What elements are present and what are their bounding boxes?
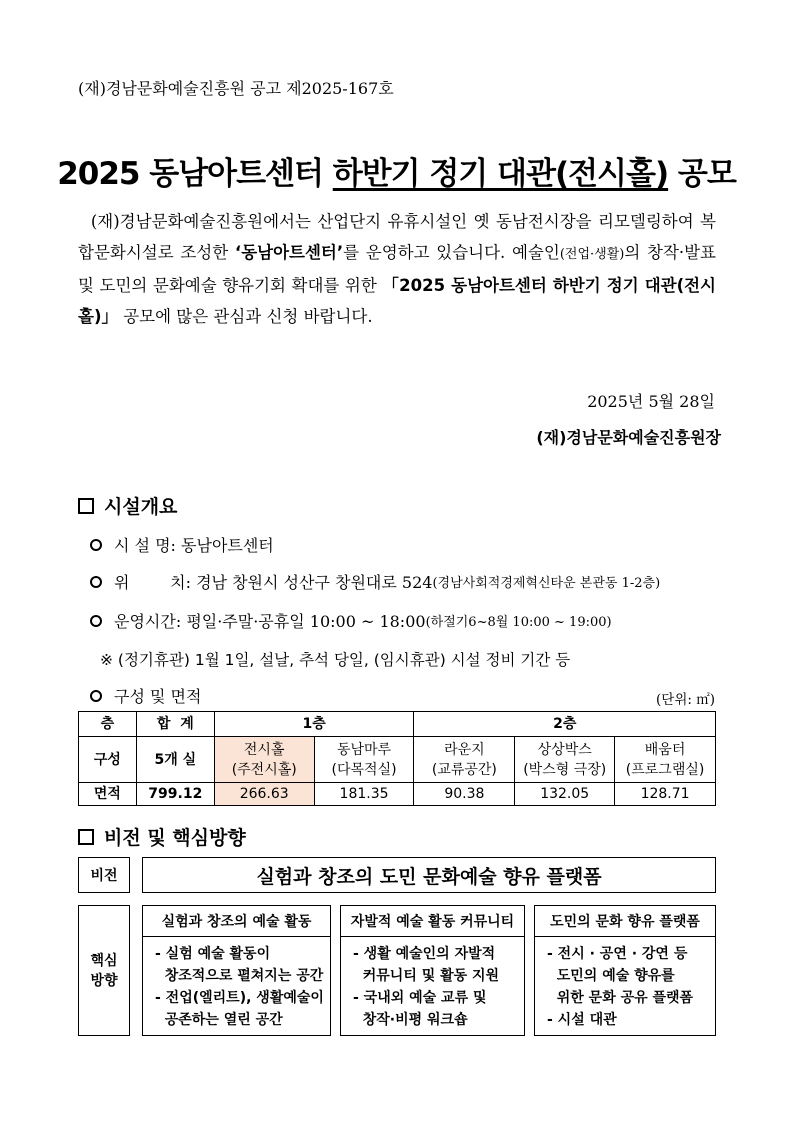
- pillar-line: 창조적으로 펼쳐지는 공간: [155, 968, 324, 984]
- pillar-body: [341, 937, 524, 1031]
- table-row: [79, 712, 716, 737]
- direction-label-line1: 핵심: [90, 952, 118, 969]
- composition-label: 구성 및 면적: [114, 687, 202, 706]
- table-header-1f: 1층: [214, 712, 414, 737]
- intro-p3: 의 창작·발표 및 도민의 문화예술 향유기회 확대를 위한: [78, 243, 716, 295]
- title-prefix: 2025 동남아트센터: [57, 156, 333, 192]
- pillar-line: - 생활 예술인의 자발적: [353, 946, 496, 962]
- notice-number: (재)경남문화예술진흥원 공고 제2025-167호: [78, 79, 394, 98]
- facility-name-item: [90, 533, 274, 556]
- intro-p4: 공모에 많은 관심과 신청 바랍니다.: [117, 307, 373, 326]
- circle-bullet-icon: [90, 539, 102, 551]
- vision-label-box: [78, 857, 130, 893]
- vision-heading-text: 비전 및 핵심방향: [104, 827, 246, 849]
- facility-name-value: 동남아트센터: [181, 536, 274, 555]
- pillar-body: [535, 937, 715, 1031]
- table-total-area: 799.12: [136, 783, 214, 806]
- vision-heading: [78, 823, 246, 850]
- intro-p1: (재)경남문화예술진흥원에서는 산업단지 유휴시설인 옛 동남전시장을 리모델링하여 복합문화시설로 조성한: [78, 212, 716, 262]
- circle-bullet-icon: [90, 615, 102, 627]
- facility-location-note: (경남사회적경제혁신타운 본관동 1-2층): [432, 576, 661, 591]
- title-underlined: 하반기 정기 대관(전시홀): [332, 156, 669, 192]
- table-cell-area: 181.35: [314, 783, 414, 806]
- room-name: 라운지: [444, 741, 485, 758]
- table-cell-room: [414, 737, 515, 783]
- pillar-line: 커뮤니티 및 활동 지원: [353, 968, 500, 984]
- facility-heading-text: 시설개요: [104, 496, 178, 518]
- intro-paragraph: [78, 206, 716, 332]
- pillar-line: - 시설 대관: [547, 1012, 617, 1028]
- table-cell-area: 132.05: [515, 783, 615, 806]
- vision-text: 실험과 창조의 도민 문화예술 향유 플랫폼: [256, 865, 602, 888]
- pillar-line: - 전업(엘리트), 생활예술이: [155, 990, 324, 1006]
- direction-label-box: [78, 905, 130, 1036]
- table-cell-room: [314, 737, 414, 783]
- table-label-composition: 구성: [79, 737, 137, 783]
- table-cell-room: [515, 737, 615, 783]
- pillar-line: 창작·비평 워크숍: [353, 1012, 468, 1028]
- composition-item: [90, 684, 201, 707]
- pillar-card: [340, 905, 525, 1036]
- pillar-line: 도민의 예술 향유를: [547, 968, 675, 984]
- title-suffix: 공모: [668, 156, 736, 192]
- pillar-card: [534, 905, 716, 1036]
- room-sub: (박스형 극장): [523, 761, 607, 778]
- pillar-title: 도민의 문화 향유 플랫폼: [535, 906, 715, 937]
- unit-label: (단위: ㎡): [656, 692, 715, 708]
- pillar-line: 공존하는 열린 공간: [155, 1012, 283, 1028]
- vision-label: 비전: [90, 868, 118, 884]
- square-bullet-icon: [78, 829, 94, 845]
- table-header-2f: 2층: [414, 712, 716, 737]
- room-name: 배움터: [644, 741, 686, 758]
- table-total-rooms: 5개 실: [136, 737, 214, 783]
- pillar-line: - 전시 · 공연 · 강연 등: [547, 946, 688, 962]
- room-name: 상상박스: [537, 741, 592, 758]
- pillar-line: - 국내외 예술 교류 및: [353, 990, 487, 1006]
- table-cell-area: 128.71: [615, 783, 716, 806]
- room-name: 동남마루: [336, 741, 392, 758]
- pillar-card: [142, 905, 331, 1036]
- room-name: 전시홀: [243, 741, 285, 758]
- table-row: [79, 737, 716, 783]
- pillar-title: 실험과 창조의 예술 활동: [143, 906, 330, 937]
- circle-bullet-icon: [90, 576, 102, 588]
- table-label-area: 면적: [79, 783, 137, 806]
- room-sub: (주전시홀): [231, 761, 297, 778]
- facility-hours-note: (하절기6~8월 10:00 ~ 19:00): [425, 615, 612, 630]
- table-header-total: 합 계: [136, 712, 214, 737]
- table-row: [79, 783, 716, 806]
- facility-location-value: 경남 창원시 성산구 창원대로 524: [196, 573, 433, 592]
- area-table: [78, 711, 716, 806]
- notice-date: 2025년 5월 28일: [587, 392, 715, 411]
- facility-hours-item: [90, 609, 612, 632]
- intro-p3-bold: 「2025 동남아트센터 하반기 정기 대관(전시홀)」: [78, 276, 716, 326]
- pillar-line: - 실험 예술 활동이: [155, 946, 271, 962]
- table-cell-room: [214, 737, 314, 783]
- table-cell-room: [615, 737, 716, 783]
- table-header-floor: 층: [79, 712, 137, 737]
- pillar-body: [143, 937, 330, 1031]
- direction-label-line2: 방향: [90, 972, 118, 989]
- facility-hours-label: 운영시간:: [114, 612, 182, 631]
- circle-bullet-icon: [90, 690, 102, 702]
- square-bullet-icon: [78, 498, 94, 514]
- intro-p1-bold: ‘동남아트센터’: [234, 243, 344, 262]
- table-cell-area: 90.38: [414, 783, 515, 806]
- facility-name-label: 시 설 명:: [114, 536, 176, 555]
- document-title: [0, 148, 793, 193]
- intro-p2: 를 운영하고 있습니다. 예술인: [343, 243, 560, 262]
- closure-note: ※ (정기휴관) 1월 1일, 설날, 추석 당일, (임시휴관) 시설 정비 기간 등: [100, 651, 571, 669]
- room-sub: (프로그램실): [625, 761, 705, 778]
- pillar-line: 위한 문화 공유 플랫폼: [547, 990, 694, 1006]
- facility-location-label: 위 치:: [114, 573, 191, 592]
- intro-p2-small: (전업·생활): [559, 247, 625, 262]
- facility-location-item: [90, 570, 660, 593]
- facility-hours-value: 평일·주말·공휴일 10:00 ~ 18:00: [186, 612, 426, 631]
- vision-text-box: [142, 857, 716, 893]
- table-cell-area: 266.63: [214, 783, 314, 806]
- room-sub: (다목적실): [331, 761, 397, 778]
- pillar-title: 자발적 예술 활동 커뮤니티: [341, 906, 524, 937]
- room-sub: (교류공간): [431, 761, 497, 778]
- facility-heading: [78, 492, 177, 519]
- issuer-name: (재)경남문화예술진흥원장: [536, 428, 721, 447]
